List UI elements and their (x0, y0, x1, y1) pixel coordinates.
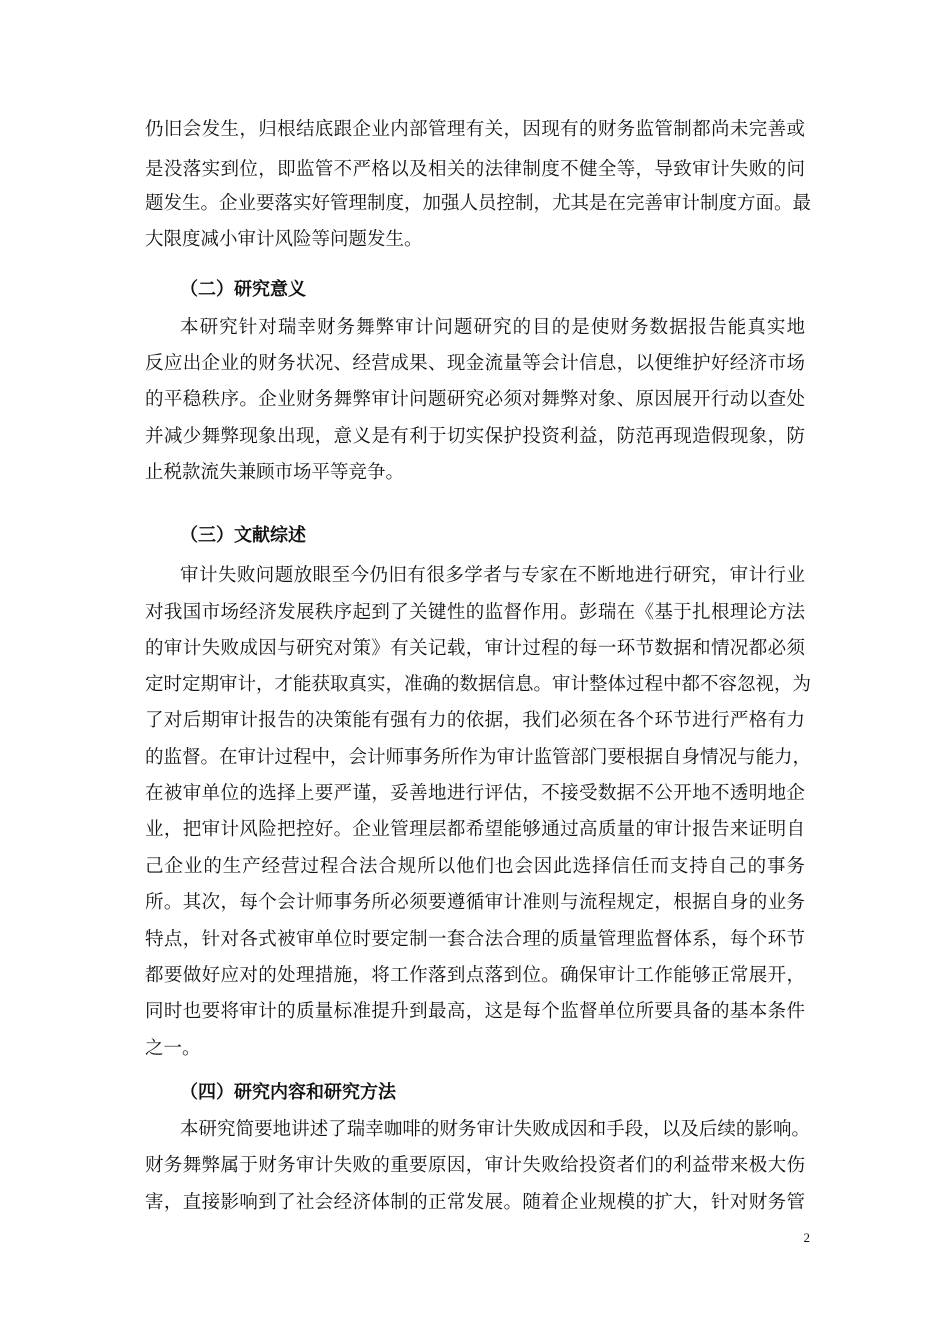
paragraph-line: 大限度减小审计风险等问题发生。 (145, 229, 423, 250)
paragraph-line: 所。其次，每个会计师事务所必须要遵循审计准则与流程规定，根据自身的业务 (145, 892, 805, 913)
paragraph-line: 审计失败问题放眼至今仍旧有很多学者与专家在不断地进行研究，审计行业 (180, 565, 805, 586)
paragraph-line: 害，直接影响到了社会经济体制的正常发展。随着企业规模的扩大，针对财务管 (145, 1192, 805, 1213)
paragraph-line: 是没落实到位，即监管不严格以及相关的法律制度不健全等，导致审计失败的问 (145, 159, 805, 180)
paragraph-line: 的审计失败成因与研究对策》有关记载，审计过程的每一环节数据和情况都必须 (145, 638, 805, 659)
paragraph-line: 己企业的生产经营过程合法合规所以他们也会因此选择信任而支持自己的事务 (145, 856, 805, 877)
page-number: 2 (803, 1230, 810, 1245)
section-heading-significance: （二）研究意义 (180, 279, 306, 300)
paragraph-line: 了对后期审计报告的决策能有强有力的依据，我们必须在各个环节进行严格有力 (145, 710, 805, 731)
paragraph-line: 之一。 (145, 1038, 201, 1059)
paragraph-line: 的监督。在审计过程中，会计师事务所作为审计监管部门要根据自身情况与能力， (145, 747, 812, 768)
paragraph-line: 仍旧会发生，归根结底跟企业内部管理有关，因现有的财务监管制都尚未完善或 (145, 119, 805, 140)
paragraph-line: 并减少舞弊现象出现，意义是有利于切实保护投资利益，防范再现造假现象，防 (145, 426, 805, 447)
paragraph-line: 对我国市场经济发展秩序起到了关键性的监督作用。彭瑞在《基于扎根理论方法 (145, 602, 805, 623)
paragraph-line: 同时也要将审计的质量标准提升到最高，这是每个监督单位所要具备的基本条件 (145, 1001, 805, 1022)
paragraph-line: 止税款流失兼顾市场平等竞争。 (145, 462, 405, 483)
paragraph-line: 财务舞弊属于财务审计失败的重要原因，审计失败给投资者们的利益带来极大伤 (145, 1155, 805, 1176)
paragraph-line: 反应出企业的财务状况、经营成果、现金流量等会计信息，以便维护好经济市场 (145, 353, 805, 374)
paragraph-line: 本研究针对瑞幸财务舞弊审计问题研究的目的是使财务数据报告能真实地 (180, 317, 805, 338)
paragraph-line: 定时定期审计，才能获取真实，准确的数据信息。审计整体过程中都不容忽视，为 (145, 674, 812, 695)
paragraph-line: 本研究简要地讲述了瑞幸咖啡的财务审计失败成因和手段，以及后续的影响。 (180, 1119, 810, 1140)
paragraph-line: 的平稳秩序。企业财务舞弊审计问题研究必须对舞弊对象、原因展开行动以查处 (145, 389, 805, 410)
section-heading-methods: （四）研究内容和研究方法 (180, 1082, 396, 1103)
paragraph-line: 题发生。企业要落实好管理制度，加强人员控制，尤其是在完善审计制度方面。最 (145, 193, 812, 214)
paragraph-line: 特点，针对各式被审单位时要定制一套合法合理的质量管理监督体系，每个环节 (145, 929, 805, 950)
paragraph-line: 都要做好应对的处理措施，将工作落到点落到位。确保审计工作能够正常展开， (145, 965, 805, 986)
paragraph-line: 业，把审计风险把控好。企业管理层都希望能够通过高质量的审计报告来证明自 (145, 819, 805, 840)
section-heading-literature: （三）文献综述 (180, 525, 306, 546)
paragraph-line: 在被审单位的选择上要严谨，妥善地进行评估，不接受数据不公开地不透明地企 (145, 783, 805, 804)
